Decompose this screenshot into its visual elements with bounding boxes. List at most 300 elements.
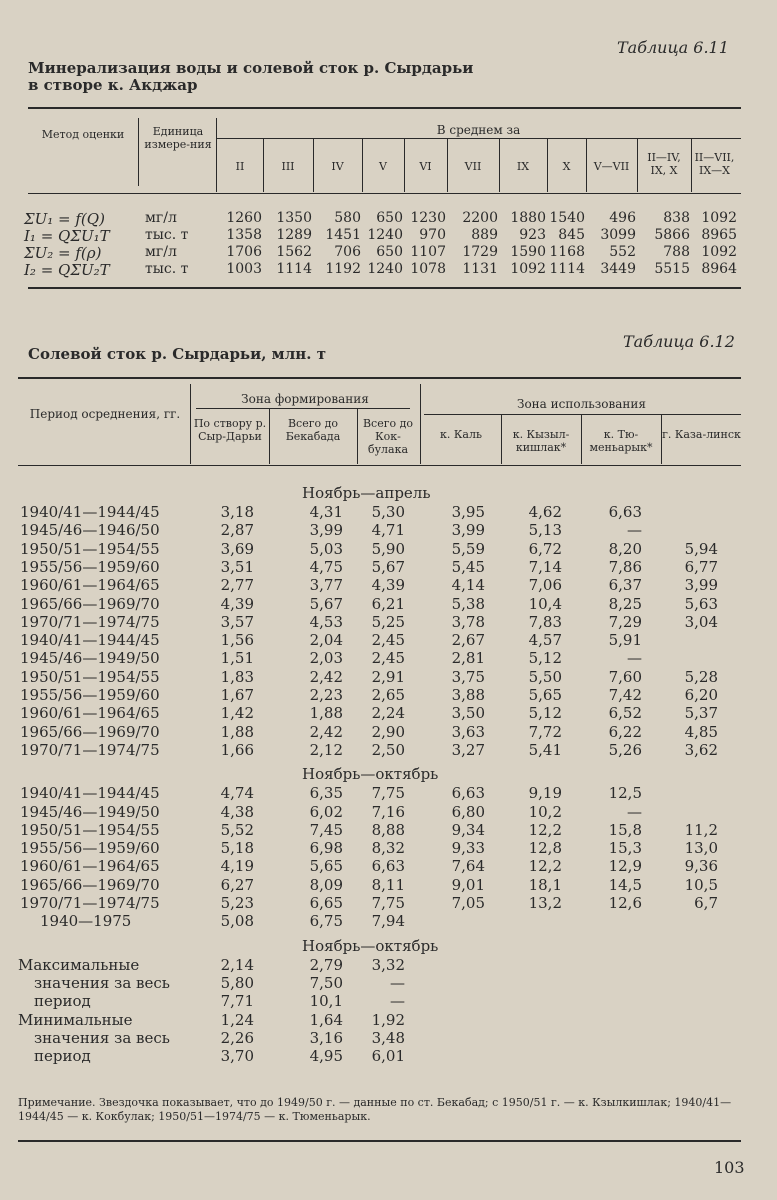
t612-row-period: 1970/71—1974/75 — [20, 612, 160, 631]
t612-column-divider — [661, 415, 662, 464]
t612-cell: 7,72 — [528, 722, 562, 741]
t612-cell: — — [390, 973, 405, 992]
t612-cell: 3,95 — [451, 503, 485, 521]
t612-cell: 3,48 — [371, 1028, 405, 1047]
t612-cell: 4,85 — [684, 722, 718, 741]
t612-row-period: 1945/46—1946/50 — [20, 521, 160, 540]
t612-row-period: значения за весь — [34, 973, 170, 992]
t612-cell: 4,62 — [528, 503, 562, 521]
t612-column-header: Всего до Бекабада — [285, 417, 341, 443]
t612-cell: 5,90 — [371, 539, 405, 558]
t612-cell: 2,81 — [451, 649, 485, 668]
t612-cell: 4,75 — [309, 557, 343, 576]
t611-period-divider — [362, 139, 363, 192]
t612-cell: 2,03 — [309, 649, 343, 668]
t611-average-underline — [216, 138, 741, 139]
t612-cell: 6,72 — [528, 539, 562, 558]
t612-row-period: 1940/41—1944/45 — [20, 784, 160, 803]
t612-cell: 9,36 — [684, 857, 718, 876]
table-6-12-number: Таблица 6.12 — [623, 332, 735, 351]
t612-cell: 1,88 — [309, 704, 343, 723]
t612-cell: 7,29 — [608, 612, 642, 631]
table-6-11-title-line1: Минерализация воды и солевой сток р. Сырдарьи — [28, 59, 474, 77]
t612-cell: 6,80 — [451, 802, 485, 821]
t612-column-divider — [357, 409, 358, 464]
t612-formation-underline — [196, 408, 410, 409]
t611-cell: 1590 — [510, 244, 546, 260]
t612-cell: 3,57 — [220, 612, 254, 631]
t611-cell: 3449 — [600, 261, 636, 277]
t612-cell: 18,1 — [528, 875, 562, 894]
t612-cell: 6,98 — [309, 839, 343, 858]
t611-period-header: X — [562, 160, 571, 173]
t611-period-header: V—VII — [593, 160, 630, 173]
t611-cell: 1107 — [410, 244, 446, 260]
t612-cell: 3,27 — [451, 740, 485, 759]
t612-cell: 12,8 — [528, 839, 562, 858]
t612-cell: 5,59 — [451, 539, 485, 558]
t612-cell: 4,71 — [371, 521, 405, 540]
t611-cell: 889 — [471, 227, 498, 243]
t612-cell: 3,18 — [220, 503, 254, 521]
t612-cell: 2,42 — [309, 667, 343, 686]
t611-cell: 650 — [376, 210, 403, 226]
t612-cell: 7,75 — [371, 894, 405, 912]
t612-cell: 1,64 — [309, 1010, 343, 1029]
t612-cell: 1,42 — [220, 704, 254, 723]
t612-cell: — — [627, 802, 642, 821]
t611-cell: 706 — [334, 244, 361, 260]
t611-cell: 1289 — [276, 227, 312, 243]
t611-period-divider — [404, 139, 405, 192]
t611-period-header: IV — [331, 160, 344, 173]
t611-header-method: Метод оценки — [41, 128, 125, 141]
t611-cell: 5515 — [654, 261, 690, 277]
t611-row-method: ΣU₁ = f(Q) — [24, 210, 105, 228]
t612-header-zone-usage: Зона использования — [516, 397, 646, 411]
t612-cell: 1,83 — [220, 667, 254, 686]
t611-cell: 5866 — [654, 227, 690, 243]
t612-row-period: 1950/51—1954/55 — [20, 667, 160, 686]
t611-period-header: II—VII, IX—X — [694, 151, 735, 177]
t611-row-unit: мг/л — [145, 244, 177, 260]
t611-cell: 1880 — [510, 210, 546, 226]
t612-cell: 4,19 — [220, 857, 254, 876]
table-6-12-header-rule — [18, 465, 741, 466]
t612-row-period: 1960/61—1964/65 — [20, 857, 160, 876]
t612-section-title: Ноябрь—октябрь — [302, 765, 439, 784]
t612-row-period: Минимальные — [18, 1010, 133, 1029]
t612-row-period: 1950/51—1954/55 — [20, 539, 160, 558]
t612-cell: 4,95 — [309, 1047, 343, 1066]
t611-cell: 1706 — [226, 244, 262, 260]
t612-cell: 13,0 — [684, 839, 718, 858]
t612-cell: 2,79 — [309, 955, 343, 974]
t612-usage-underline — [424, 414, 741, 415]
t612-cell: 3,63 — [451, 722, 485, 741]
t612-cell: 8,32 — [371, 839, 405, 858]
t612-cell: 8,09 — [309, 875, 343, 894]
t611-period-header: II — [235, 160, 245, 173]
table-6-11-top-rule — [28, 107, 741, 109]
t611-cell: 1092 — [701, 244, 737, 260]
t612-cell: 9,01 — [451, 875, 485, 894]
t612-cell: 5,26 — [608, 740, 642, 759]
t611-vline-2 — [216, 118, 217, 192]
t612-row-period: 1940/41—1944/45 — [20, 503, 160, 521]
t612-header-period: Период осреднения, гг. — [29, 407, 181, 421]
t612-cell: 12,5 — [608, 784, 642, 803]
t612-cell: 5,65 — [528, 686, 562, 704]
t611-row-unit: мг/л — [145, 210, 177, 226]
t612-column-divider — [501, 415, 502, 464]
t612-cell: 5,45 — [451, 557, 485, 576]
t611-cell: 1260 — [226, 210, 262, 226]
t612-cell: 11,2 — [684, 820, 718, 839]
t612-cell: — — [627, 649, 642, 668]
t612-cell: 3,88 — [451, 686, 485, 704]
t612-cell: 2,42 — [309, 722, 343, 741]
t612-row-period: 1960/61—1964/65 — [20, 704, 160, 723]
t611-cell: 8965 — [701, 227, 737, 243]
t612-cell: 9,34 — [451, 820, 485, 839]
t612-cell: 6,35 — [309, 784, 343, 803]
t611-cell: 1451 — [325, 227, 361, 243]
t612-cell: 2,91 — [371, 667, 405, 686]
t612-cell: 2,77 — [220, 576, 254, 595]
t612-cell: 7,42 — [608, 686, 642, 704]
t611-cell: 650 — [376, 244, 403, 260]
t611-cell: 1562 — [276, 244, 312, 260]
t611-vline-1 — [138, 118, 139, 186]
t612-vline-3 — [420, 384, 421, 464]
t612-row-period: 1955/56—1959/60 — [20, 686, 160, 704]
t612-cell: 12,2 — [528, 820, 562, 839]
t612-cell: 10,1 — [309, 992, 343, 1011]
t612-cell: 5,37 — [684, 704, 718, 723]
t612-vline-0 — [190, 384, 191, 464]
t612-row-period: 1970/71—1974/75 — [20, 894, 160, 912]
t611-row-unit: тыс. т — [145, 227, 189, 243]
table-6-12-note: Примечание. Звездочка показывает, что до 1949/50 г. — данные по ст. Бекабад; с 1950/51 г. — к. Кзылкишлак; 1940/41—1944/45 — к. Кокбулак; 1950/51—1974/75 — к. Тюменьарык. — [18, 1096, 732, 1123]
t612-row-period: 1950/51—1954/55 — [20, 820, 160, 839]
t612-row-period: период — [34, 1047, 91, 1066]
t611-period-header: VII — [464, 160, 482, 173]
table-6-11-number: Таблица 6.11 — [617, 38, 729, 57]
t612-row-period: 1955/56—1959/60 — [20, 557, 160, 576]
t612-cell: 6,02 — [309, 802, 343, 821]
t612-row-period: 1940/41—1944/45 — [20, 631, 160, 650]
t611-cell: 580 — [334, 210, 361, 226]
t611-period-header: VI — [419, 160, 432, 173]
t612-cell: 4,57 — [528, 631, 562, 650]
t612-cell: 5,65 — [309, 857, 343, 876]
t612-column-divider — [269, 409, 270, 464]
t612-cell: 5,30 — [371, 503, 405, 521]
t611-cell: 1078 — [410, 261, 446, 277]
t612-cell: 6,37 — [608, 576, 642, 595]
t612-cell: 3,16 — [309, 1028, 343, 1047]
t612-cell: 5,80 — [220, 973, 254, 992]
t611-row-method: I₂ = QΣU₂T — [24, 261, 110, 279]
t611-row-method: ΣU₂ = f(ρ) — [24, 244, 102, 262]
t612-cell: 8,88 — [371, 820, 405, 839]
t612-cell: 7,83 — [528, 612, 562, 631]
t612-cell: 5,50 — [528, 667, 562, 686]
t612-cell: 7,86 — [608, 557, 642, 576]
t612-cell: 7,60 — [608, 667, 642, 686]
t612-cell: 5,67 — [371, 557, 405, 576]
t612-cell: 3,78 — [451, 612, 485, 631]
t612-cell: 6,22 — [608, 722, 642, 741]
t612-cell: 8,25 — [608, 594, 642, 613]
t612-column-header: Всего до Кок-булака — [362, 417, 414, 456]
t612-cell: — — [627, 521, 642, 540]
t611-cell: 970 — [419, 227, 446, 243]
t612-cell: 6,27 — [220, 875, 254, 894]
t612-cell: 5,25 — [371, 612, 405, 631]
t611-period-header: II—IV, IX, X — [647, 151, 681, 177]
t611-cell: 1540 — [549, 210, 585, 226]
t611-cell: 1114 — [276, 261, 312, 277]
t612-cell: 4,38 — [220, 802, 254, 821]
t612-cell: 15,3 — [608, 839, 642, 858]
t611-period-divider — [637, 139, 638, 192]
t612-row-period: период — [34, 992, 91, 1011]
t611-period-header: IX — [516, 160, 530, 173]
t612-cell: 5,38 — [451, 594, 485, 613]
t612-cell: 3,62 — [684, 740, 718, 759]
t612-cell: 7,64 — [451, 857, 485, 876]
t612-section-title: Ноябрь—октябрь — [302, 936, 439, 955]
t612-cell: 7,75 — [371, 784, 405, 803]
t612-cell: 6,77 — [684, 557, 718, 576]
t612-cell: 1,67 — [220, 686, 254, 704]
t612-cell: 5,28 — [684, 667, 718, 686]
t612-column-header: По створу р. Сыр-Дарьи — [193, 417, 267, 443]
t612-row-period: 1960/61—1964/65 — [20, 576, 160, 595]
t612-row-period: 1945/46—1949/50 — [20, 649, 160, 668]
t611-cell: 1003 — [226, 261, 262, 277]
t612-cell: 1,56 — [220, 631, 254, 650]
t612-cell: 4,39 — [220, 594, 254, 613]
t611-cell: 1350 — [276, 210, 312, 226]
t612-cell: 5,23 — [220, 894, 254, 912]
t611-header-average: В среднем за — [436, 123, 521, 137]
t612-header-zone-formation: Зона формирования — [241, 392, 369, 406]
t611-cell: 1240 — [367, 261, 403, 277]
t612-cell: 10,2 — [528, 802, 562, 821]
t612-cell: 7,14 — [528, 557, 562, 576]
t612-cell: 2,14 — [220, 955, 254, 974]
t612-cell: 8,11 — [371, 875, 405, 894]
t612-cell: 3,70 — [220, 1047, 254, 1066]
t612-cell: 7,50 — [309, 973, 343, 992]
page-bottom-rule — [18, 1140, 741, 1142]
t611-cell: 3099 — [600, 227, 636, 243]
t612-cell: 10,5 — [684, 875, 718, 894]
t611-cell: 496 — [609, 210, 636, 226]
t612-cell: 2,12 — [309, 740, 343, 759]
t611-row-unit: тыс. т — [145, 261, 189, 277]
t612-column-header: к. Тю-меньарык* — [589, 428, 653, 454]
t611-period-divider — [586, 139, 587, 192]
t612-cell: 5,12 — [528, 704, 562, 723]
t612-cell: 6,21 — [371, 594, 405, 613]
t612-cell: 9,19 — [528, 784, 562, 803]
t612-cell: 6,75 — [309, 912, 343, 931]
t612-cell: 6,20 — [684, 686, 718, 704]
t612-cell: 2,65 — [371, 686, 405, 704]
t612-cell: 10,4 — [528, 594, 562, 613]
t612-cell: 7,16 — [371, 802, 405, 821]
t611-cell: 1114 — [549, 261, 585, 277]
t612-cell: 4,14 — [451, 576, 485, 595]
t612-cell: 5,67 — [309, 594, 343, 613]
t612-column-header: к. Кызыл-кишлак* — [512, 428, 570, 454]
t611-period-header: III — [281, 160, 295, 173]
t612-cell: 4,31 — [309, 503, 343, 521]
t611-cell: 1092 — [701, 210, 737, 226]
t612-cell: 4,39 — [371, 576, 405, 595]
t611-cell: 1168 — [549, 244, 585, 260]
t612-column-header: г. Каза-линск — [662, 428, 741, 441]
t612-cell: 4,53 — [309, 612, 343, 631]
t612-cell: 2,45 — [371, 631, 405, 650]
t612-row-period: 1955/56—1959/60 — [20, 839, 160, 858]
t612-cell: 6,01 — [371, 1047, 405, 1066]
t612-cell: 3,51 — [220, 557, 254, 576]
t612-cell: 2,90 — [371, 722, 405, 741]
t612-cell: 3,04 — [684, 612, 718, 631]
t612-row-period: 1965/66—1969/70 — [20, 594, 160, 613]
t612-cell: 2,04 — [309, 631, 343, 650]
t612-cell: 3,32 — [371, 955, 405, 974]
t612-cell: 6,63 — [451, 784, 485, 803]
t612-cell: 5,41 — [528, 740, 562, 759]
t611-cell: 1131 — [462, 261, 498, 277]
t612-cell: 1,92 — [371, 1010, 405, 1029]
t611-period-divider — [691, 139, 692, 192]
table-6-12-title: Солевой сток р. Сырдарьи, млн. т — [28, 345, 327, 363]
t611-cell: 838 — [663, 210, 690, 226]
t611-cell: 923 — [519, 227, 546, 243]
t612-cell: 5,03 — [309, 539, 343, 558]
t612-cell: 12,2 — [528, 857, 562, 876]
t612-cell: 5,12 — [528, 649, 562, 668]
table-6-11-bottom-rule — [28, 287, 741, 289]
t612-cell: 15,8 — [608, 820, 642, 839]
t612-row-period: 1965/66—1969/70 — [20, 722, 160, 741]
t611-cell: 788 — [663, 244, 690, 260]
t612-cell: 2,45 — [371, 649, 405, 668]
t611-period-divider — [547, 139, 548, 192]
t612-cell: 3,77 — [309, 576, 343, 595]
t612-cell: 8,20 — [608, 539, 642, 558]
t611-period-divider — [447, 139, 448, 192]
t612-cell: 3,99 — [451, 521, 485, 540]
t612-row-period: значения за весь — [34, 1028, 170, 1047]
t611-cell: 1240 — [367, 227, 403, 243]
t612-cell: 7,94 — [371, 912, 405, 931]
t612-cell: 7,45 — [309, 820, 343, 839]
t612-cell: 12,6 — [608, 894, 642, 912]
t612-cell: 2,67 — [451, 631, 485, 650]
t612-cell: 2,26 — [220, 1028, 254, 1047]
t612-row-period: Максимальные — [18, 955, 140, 974]
t612-cell: 1,66 — [220, 740, 254, 759]
t612-cell: 3,69 — [220, 539, 254, 558]
t612-cell: 7,71 — [220, 992, 254, 1011]
table-6-12-top-rule — [18, 377, 741, 379]
t612-cell: — — [390, 992, 405, 1011]
table-6-11-title-line2: в створе к. Акджар — [28, 76, 198, 94]
t612-cell: 14,5 — [608, 875, 642, 894]
t611-period-divider — [499, 139, 500, 192]
t612-cell: 6,63 — [371, 857, 405, 876]
t612-cell: 1,88 — [220, 722, 254, 741]
table-6-11-header-rule — [28, 193, 741, 194]
t611-row-method: I₁ = QΣU₁T — [24, 227, 110, 245]
t612-cell: 12,9 — [608, 857, 642, 876]
t611-cell: 8964 — [701, 261, 737, 277]
t611-cell: 1092 — [510, 261, 546, 277]
t612-cell: 2,24 — [371, 704, 405, 723]
t612-cell: 5,94 — [684, 539, 718, 558]
t612-cell: 6,52 — [608, 704, 642, 723]
t611-header-unit: Единица измере-ния — [144, 125, 212, 151]
t612-row-period: 1945/46—1949/50 — [20, 802, 160, 821]
t612-cell: 6,7 — [694, 894, 718, 912]
t612-cell: 5,52 — [220, 820, 254, 839]
t611-cell: 1230 — [410, 210, 446, 226]
t611-cell: 2200 — [462, 210, 498, 226]
t612-section-title: Ноябрь—апрель — [302, 484, 431, 502]
t612-cell: 7,05 — [451, 894, 485, 912]
t612-cell: 5,91 — [608, 631, 642, 650]
t611-cell: 845 — [558, 227, 585, 243]
t612-cell: 5,63 — [684, 594, 718, 613]
t612-cell: 5,13 — [528, 521, 562, 540]
t612-cell: 3,50 — [451, 704, 485, 723]
t612-cell: 6,65 — [309, 894, 343, 912]
t611-cell: 1358 — [226, 227, 262, 243]
t612-row-period: 1970/71—1974/75 — [20, 740, 160, 759]
t611-period-divider — [313, 139, 314, 192]
t612-cell: 6,63 — [608, 503, 642, 521]
t612-cell: 3,99 — [309, 521, 343, 540]
t611-cell: 1192 — [325, 261, 361, 277]
t612-cell: 9,33 — [451, 839, 485, 858]
t611-period-divider — [263, 139, 264, 192]
t612-cell: 5,08 — [220, 912, 254, 931]
t611-cell: 552 — [609, 244, 636, 260]
t611-cell: 1729 — [462, 244, 498, 260]
t612-cell: 3,99 — [684, 576, 718, 595]
t612-cell: 3,75 — [451, 667, 485, 686]
t612-column-divider — [581, 415, 582, 464]
t612-cell: 2,87 — [220, 521, 254, 540]
t612-cell: 1,24 — [220, 1010, 254, 1029]
t611-period-header: V — [379, 160, 387, 173]
t612-cell: 13,2 — [528, 894, 562, 912]
t612-cell: 4,74 — [220, 784, 254, 803]
t612-cell: 5,18 — [220, 839, 254, 858]
page-number: 103 — [714, 1158, 745, 1177]
t612-cell: 2,23 — [309, 686, 343, 704]
t612-row-period: 1965/66—1969/70 — [20, 875, 160, 894]
t612-cell: 2,50 — [371, 740, 405, 759]
